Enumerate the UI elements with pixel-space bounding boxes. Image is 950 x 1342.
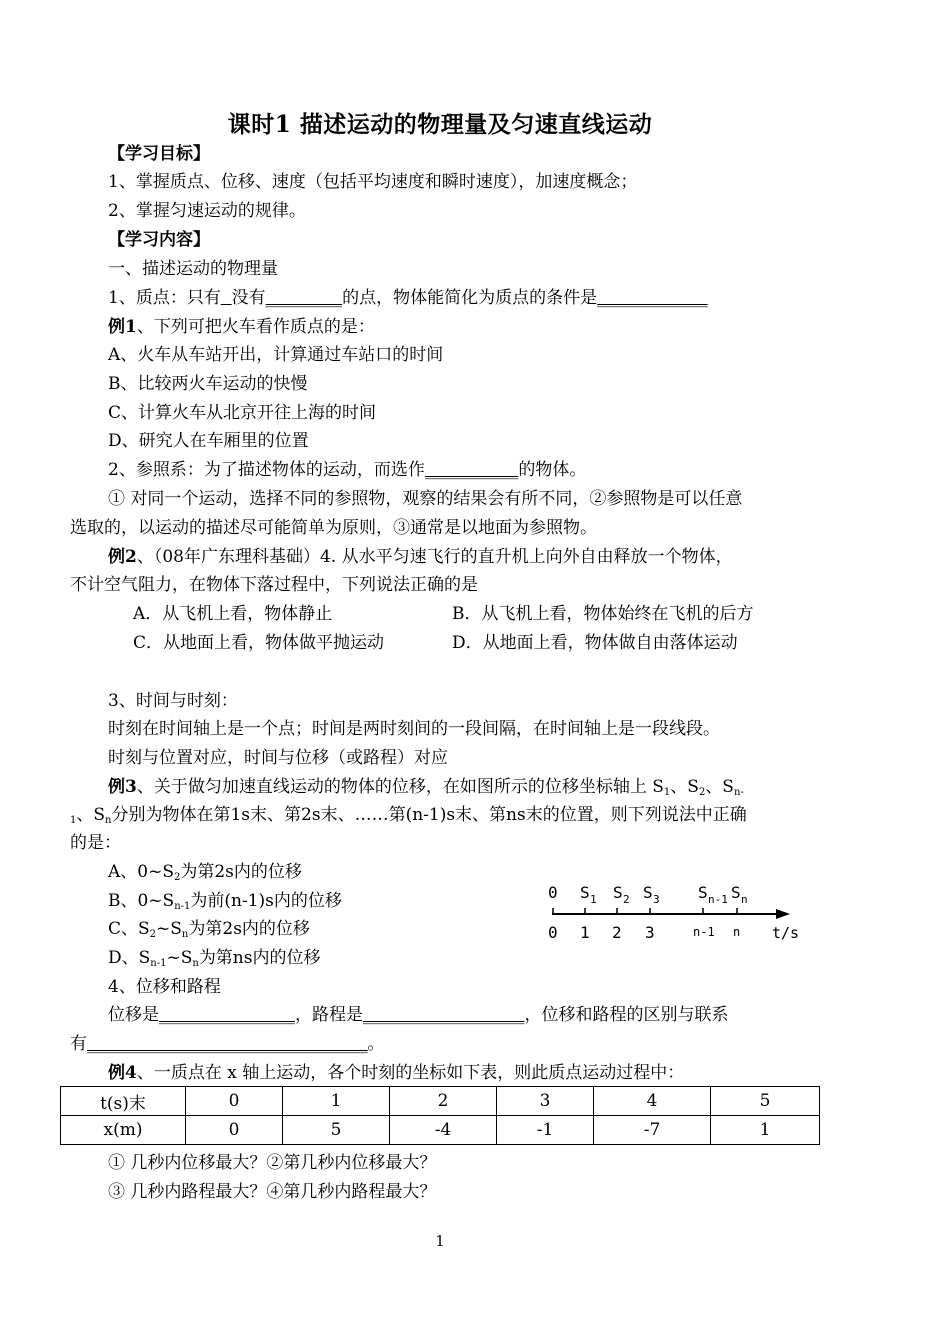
question-4-line-2 <box>70 1033 385 1055</box>
example-1-option-d: D、研究人在车厢里的位置 <box>108 431 309 451</box>
q1-text-c: 没有 <box>231 288 266 308</box>
example-3-text-d: 、S <box>76 805 106 825</box>
table-cell: 4 <box>594 1087 711 1116</box>
sub: n-1 <box>150 958 167 969</box>
top-label: S <box>613 883 623 902</box>
option-text: C、S <box>108 919 150 939</box>
top-label: 0 <box>548 883 558 902</box>
example-4 <box>108 1062 684 1084</box>
page-title: 课时1 描述运动的物理量及匀速直线运动 <box>227 111 653 138</box>
example-3-label: 例3 <box>108 777 137 797</box>
example-4-text: 、一质点在 x 轴上运动，各个时刻的坐标如下表，则此质点运动过程中： <box>136 1063 685 1083</box>
example-4-questions-1: ① 几秒内位移最大？②第几秒内位移最大？ <box>108 1153 437 1173</box>
table-cell: 0 <box>186 1116 283 1145</box>
example-2-option-d: D．从地面上看，物体做自由落体运动 <box>452 633 738 653</box>
bottom-label: n-1 <box>693 925 715 939</box>
reference-note-line-1: ① 对同一个运动，选择不同的参照物，观察的结果会有所不同，②参照物是可以任意 <box>108 489 743 509</box>
option-text: D、S <box>108 948 151 968</box>
example-3-option-c <box>108 918 310 940</box>
top-label: S <box>698 883 708 902</box>
option-text: 为第ns内的位移 <box>198 948 321 968</box>
table-cell: 5 <box>283 1116 390 1145</box>
time-axis-diagram <box>540 876 810 946</box>
table-cell: t(s)末 <box>61 1087 186 1116</box>
example-2-line-1 <box>108 546 733 568</box>
q4-text-c: ，路程是 <box>295 1005 363 1025</box>
q4-blank-3: _________________________________ <box>87 1034 368 1054</box>
sub: 2 <box>149 929 157 940</box>
q4-text-a: 位移是 <box>108 1005 159 1025</box>
example-2-option-a: A．从飞机上看，物体静止 <box>133 604 333 624</box>
question-1 <box>108 287 708 309</box>
sub: n-1 <box>174 901 191 912</box>
example-3-text-b: 、S <box>670 777 699 797</box>
top-label: S <box>731 883 741 902</box>
question-4: 4、位移和路程 <box>108 977 221 997</box>
q4-text-e: 有 <box>70 1034 87 1054</box>
page-number: 1 <box>435 1232 445 1250</box>
sub: 1 <box>663 787 671 798</box>
question-3: 3、时间与时刻： <box>108 691 238 711</box>
example-3-option-d <box>108 947 321 969</box>
q1-text-d: 的点，物体能简化为质点的条件是 <box>342 288 598 308</box>
question-3-line-2: 时刻与位置对应，时间与位移（或路程）对应 <box>108 748 448 768</box>
top-label: S <box>580 883 590 902</box>
q1-blank-1 <box>221 288 232 308</box>
sub: 1 <box>70 815 77 826</box>
sub: 2 <box>698 787 706 798</box>
sub: n- <box>733 787 744 798</box>
table-cell: x(m) <box>61 1116 186 1145</box>
example-3-option-b <box>108 890 342 912</box>
table-cell: 3 <box>497 1087 594 1116</box>
example-1-option-c: C、计算火车从北京开往上海的时间 <box>108 403 377 423</box>
example-3-line-3: 的是： <box>70 833 121 853</box>
option-text: 为第2s内的位移 <box>188 919 310 939</box>
example-1-label: 例1 <box>108 317 137 337</box>
top-sub: n-1 <box>708 893 728 906</box>
bottom-label: n <box>733 925 741 939</box>
table-cell: -4 <box>390 1116 497 1145</box>
content-heading: 【学习内容】 <box>108 230 210 250</box>
table-cell: 2 <box>390 1087 497 1116</box>
table-cell: 1 <box>283 1087 390 1116</box>
question-2 <box>108 459 586 481</box>
example-4-questions-2: ③ 几秒内路程最大？④第几秒内路程最大？ <box>108 1182 437 1202</box>
table-cell: -7 <box>594 1116 711 1145</box>
example-3-line-2 <box>70 804 747 826</box>
q2-text-c: 的物体。 <box>518 460 587 480</box>
sub: 2 <box>173 872 181 883</box>
q2-text-a: 2、参照系：为了描述物体的运动，而选作 <box>108 460 425 480</box>
bottom-label: 2 <box>612 923 622 942</box>
q4-text-f: 。 <box>367 1034 385 1054</box>
example-1-option-b: B、比较两火车运动的快慢 <box>108 374 308 394</box>
table-cell: 1 <box>711 1116 820 1145</box>
option-text: ~S <box>156 919 182 939</box>
table-cell: -1 <box>497 1116 594 1145</box>
example-3-option-a <box>108 861 302 883</box>
question-4-line-1 <box>108 1004 729 1026</box>
position-table <box>60 1086 820 1145</box>
goal-2: 2、掌握匀速运动的规律。 <box>108 201 306 221</box>
top-sub: 3 <box>653 893 660 906</box>
example-1-text: 、下列可把火车看作质点的是： <box>136 317 375 337</box>
example-3-text-c: 、S <box>705 777 734 797</box>
reference-note-line-2: 选取的，以运动的描述尽可能简单为原则，③通常是以地面为参照物。 <box>70 518 597 538</box>
q1-blank-2: _________ <box>265 288 343 308</box>
sub: n <box>181 929 189 940</box>
bottom-label: 3 <box>645 923 655 942</box>
example-4-label: 例4 <box>108 1063 137 1083</box>
q4-blank-1: ________________ <box>159 1005 295 1025</box>
question-3-line-1: 时刻在时间轴上是一个点；时间是两时刻间的一段间隔，在时间轴上是一段线段。 <box>108 719 720 739</box>
sub: n <box>192 958 199 969</box>
table-cell: 0 <box>186 1087 283 1116</box>
example-2-line-2: 不计空气阻力，在物体下落过程中，下列说法正确的是 <box>70 575 478 595</box>
example-2-option-b: B．从飞机上看，物体始终在飞机的后方 <box>452 604 754 624</box>
option-text: 为前(n-1)s内的位移 <box>190 891 342 911</box>
table-row <box>61 1116 820 1145</box>
example-3-text-e: 分别为物体在第1s末、第2s末、……第(n-1)s末、第ns末的位置，则下列说法中正确 <box>111 805 747 825</box>
example-2-text: 、（08年广东理科基础）4. 从水平匀速飞行的直升机上向外自由释放一个物体， <box>136 547 733 567</box>
option-text: A、0~S <box>108 862 174 882</box>
top-label: S <box>643 883 653 902</box>
example-1 <box>108 316 375 338</box>
table-cell: 5 <box>711 1087 820 1116</box>
top-sub: 1 <box>590 893 597 906</box>
q1-blank-3: _____________ <box>597 288 708 308</box>
q2-blank: ___________ <box>424 460 519 480</box>
bottom-label: 0 <box>548 923 558 942</box>
q1-text-a: 1、质点：只有 <box>108 288 221 308</box>
table-row <box>61 1087 820 1116</box>
example-1-option-a: A、火车从车站开出，计算通过车站口的时间 <box>108 345 444 365</box>
q4-blank-2: ___________________ <box>363 1005 525 1025</box>
example-2-option-c: C．从地面上看，物体做平抛运动 <box>133 633 385 653</box>
option-text: ~S <box>166 948 193 968</box>
example-2-label: 例2 <box>108 547 137 567</box>
top-sub: 2 <box>623 893 630 906</box>
goals-heading: 【学习目标】 <box>108 144 210 164</box>
section-1-heading: 一、描述运动的物理量 <box>108 259 278 279</box>
top-sub: n <box>741 893 748 906</box>
option-text: 为第2s内的位移 <box>180 862 302 882</box>
axis-arrow <box>776 909 790 919</box>
axis-label: t/s <box>772 924 800 942</box>
example-3-line-1 <box>108 776 744 798</box>
example-3-text-a: 、关于做匀加速直线运动的物体的位移，在如图所示的位移坐标轴上 S <box>136 777 664 797</box>
option-text: B、0~S <box>108 891 175 911</box>
goal-1: 1、掌握质点、位移、速度（包括平均速度和瞬时速度），加速度概念； <box>108 172 638 192</box>
sub: n <box>105 815 112 826</box>
q4-text-d: ，位移和路程的区别与联系 <box>524 1005 729 1025</box>
bottom-label: 1 <box>580 923 590 942</box>
